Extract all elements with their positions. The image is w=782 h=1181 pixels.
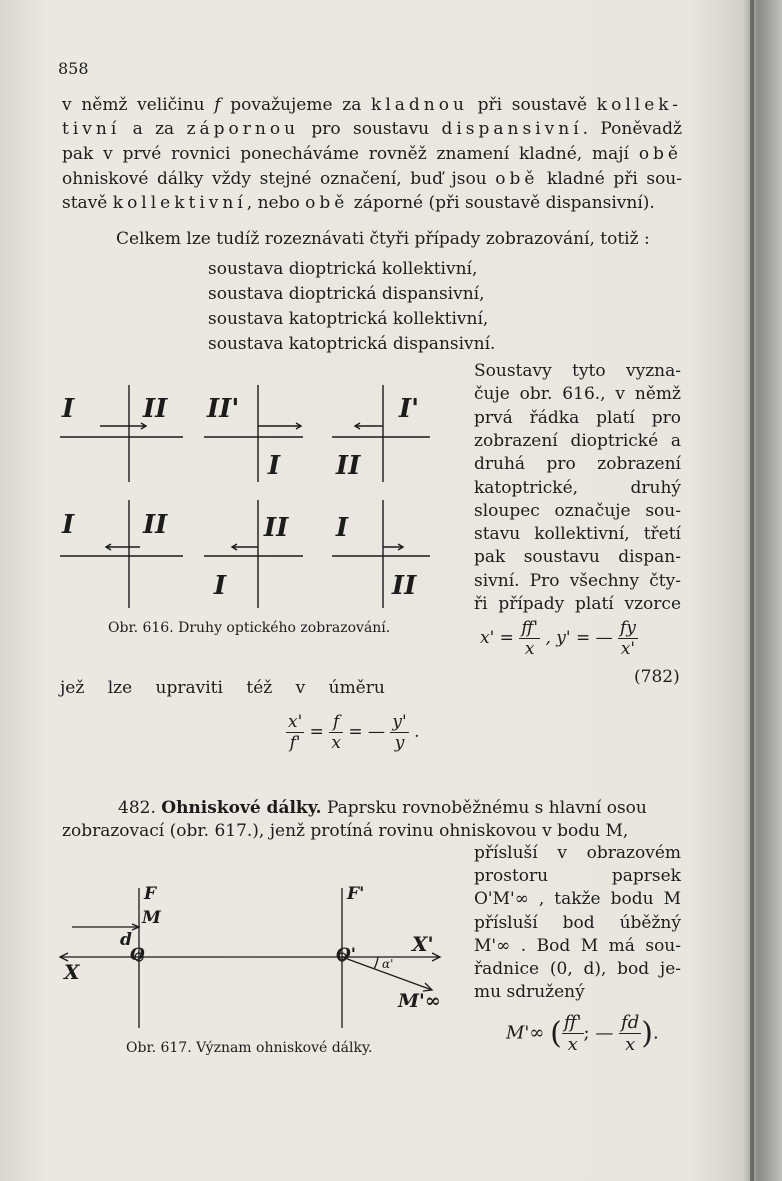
right-column-line: přísluší v obrazovém: [474, 843, 681, 863]
equation-point: M'∞ ( $\frac{ff'}{x}$ ; — $\frac{fd}{x}$ ).: [506, 1012, 659, 1055]
text-run: ohniskové dálky vždy stejné označení, buď jsou: [62, 169, 496, 189]
section-title: Ohniskové dálky.: [161, 798, 322, 818]
right-column-line: přísluší bod úběžný: [474, 912, 681, 933]
fig617-label-M-infinity: M'∞: [398, 990, 441, 1012]
fig616-inverted-label-4: I: [336, 510, 349, 540]
text-run: stavě: [62, 193, 113, 213]
right-column-line: ři případy platí vzorce: [474, 594, 681, 614]
ratio-d3: y: [394, 733, 405, 753]
right-column-line: prostoru paprsek: [474, 866, 681, 887]
fig616-label-II-prime: II': [207, 394, 240, 424]
ratio-d2: x: [331, 733, 341, 753]
paragraph-2: Celkem lze tudíž rozeznávati čtyři případy zobrazování, totiž :: [116, 229, 650, 249]
text-run: pak v prvé rovnici ponecháváme rovněž znamení kladné, mají: [62, 144, 639, 164]
fig617-label-M: M: [142, 908, 161, 928]
fig617-label-X-prime: X': [412, 932, 434, 956]
fig617-label-F-prime: F': [347, 884, 365, 904]
right-column-line: Soustavy tyto vyzna-: [474, 361, 681, 381]
section-number: 482.: [118, 798, 156, 818]
text-run: kollektivní: [112, 193, 247, 213]
fig616-inverted-label-6: II: [392, 568, 417, 598]
eq782-num2: fy: [620, 618, 636, 638]
right-column-line: sivní. Pro všechny čty-: [474, 570, 681, 591]
right-column-line: sloupec označuje sou-: [474, 500, 681, 521]
fig616-label-I-2: I: [62, 510, 75, 540]
ratio-d1: f': [289, 733, 301, 753]
text-run: kladnou: [371, 95, 468, 115]
text-run: tivní: [62, 119, 121, 139]
text-run: kladné při sou-: [538, 169, 682, 189]
text-run: obě: [305, 193, 349, 213]
fig617-label-F: F: [144, 884, 157, 904]
ratio-n3: y': [392, 712, 407, 732]
text-run: záporné (při soustavě dispansivní).: [348, 193, 655, 213]
ratio-n2: f: [329, 712, 343, 733]
fig616-inverted-label-2: II: [336, 448, 361, 478]
fig616-inverted-label-5: I: [214, 568, 227, 598]
fig616-label-II: II: [143, 394, 168, 424]
text-run: dispansivní: [441, 119, 583, 139]
fig616-caption: Obr. 616. Druhy optického zobrazování.: [108, 620, 391, 636]
fig616-inverted-label-3: II: [264, 510, 289, 540]
right-column-line: katoptrické, druhý: [474, 477, 681, 498]
right-column-line: druhá pro zobrazení: [474, 454, 681, 475]
eq782-den1: x: [524, 639, 535, 659]
eq782-den2: x': [620, 639, 636, 659]
text-run: v němž veličinu: [62, 95, 215, 115]
equation-ratio: $\frac{x'}{f'}$ = $\frac{f}{x}$ = — $\frac{y'}{y}$ .: [288, 712, 420, 753]
text-run: f: [214, 95, 221, 115]
text-run: zápornou: [186, 119, 300, 139]
eq782-num1: ff': [521, 618, 539, 638]
right-column-line: stavu kollektivní, třetí: [474, 524, 681, 545]
eqpoint-n2: fd: [621, 1012, 640, 1033]
right-column-line: zobrazení dioptrické a: [474, 430, 681, 451]
section-line2: zobrazovací (obr. 617.), jenž protíná rovinu ohniskovou v bodu M,: [62, 821, 629, 841]
ratio-intro: jež lze upraviti též v úměru: [60, 678, 385, 698]
eqpoint-d1: x: [567, 1034, 578, 1055]
fig617-label-X: X: [64, 960, 80, 984]
text-run: a za: [120, 119, 187, 139]
case-2: soustava dioptrická dispansivní,: [208, 284, 485, 304]
fig616-inverted-label-1: I: [268, 448, 281, 478]
case-1: soustava dioptrická kollektivní,: [208, 259, 478, 279]
eqpoint-lhs: M'∞: [506, 1022, 545, 1044]
case-4: soustava katoptrická dispansivní.: [208, 334, 496, 354]
equation-number-782: (782): [634, 667, 680, 687]
eqpoint-n1: ff': [563, 1012, 582, 1033]
fig617-label-O-prime: O': [336, 945, 357, 965]
fig616-label-I-prime: I': [399, 394, 420, 424]
text-run: kollek-: [596, 95, 683, 115]
text-run: obě: [495, 169, 539, 189]
right-column-line: M'∞ . Bod M má sou-: [474, 935, 681, 956]
right-column-line: čuje obr. 616., v němž: [474, 384, 681, 405]
eq782-mid: , y' = —: [545, 628, 613, 648]
text-run: obě: [638, 144, 682, 164]
fig617-caption: Obr. 617. Význam ohniskové dálky.: [126, 1040, 373, 1056]
right-column-line: prvá řádka platí pro: [474, 407, 681, 428]
text-run: , nebo: [246, 193, 306, 213]
fig616-label-II-2: II: [143, 510, 168, 540]
page-number: 858: [58, 59, 89, 78]
eq782-lhs: x' =: [480, 628, 514, 648]
text-run: považujeme za: [220, 95, 372, 115]
text-run: pro soustavu: [299, 119, 442, 139]
right-column-line: pak soustavu dispan-: [474, 547, 681, 568]
fig617-label-alpha: α': [382, 957, 394, 971]
section-line1: Paprsku rovnoběžnému s hlavní osou: [321, 798, 647, 818]
case-3: soustava katoptrická kollektivní,: [208, 309, 489, 329]
eqpoint-d2: x: [625, 1034, 636, 1055]
right-column-line: O'M'∞ , takže bodu M: [474, 889, 681, 910]
fig617-label-d: d: [120, 930, 132, 950]
text-run: při soustavě: [467, 95, 597, 115]
ratio-n1: x': [288, 712, 303, 732]
fig616-label-I: I: [62, 394, 75, 424]
fig617-label-O: O: [130, 945, 145, 965]
right-column-line: řadnice (0, d), bod je-: [474, 959, 681, 979]
right-column-line: mu sdružený: [474, 982, 585, 1003]
text-run: . Poněvadž: [582, 119, 682, 139]
